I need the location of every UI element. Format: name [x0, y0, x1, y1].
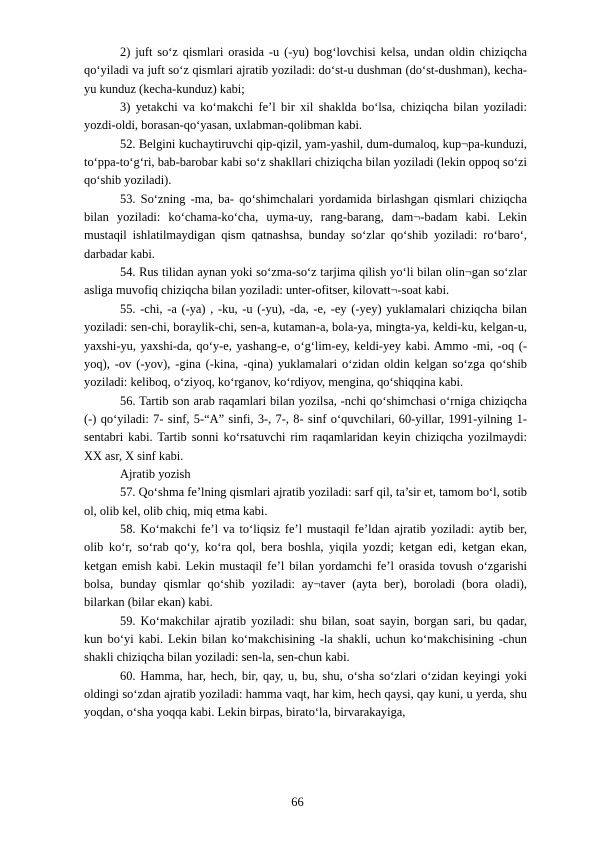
paragraph-55: 55. -chi, -a (-ya) , -ku, -u (-yu), -da, -e, -ey (-yey) yuklamalari chiziqcha bilan yoziladi: sen-chi, boraylik-chi, sen-a, kutaman-a, bola-ya, mingta-ya, keldi-ku, kelgan-u, yaxshi-yu, yaxshi-da, qo‘y-e, yashang-e, o‘g‘lim-ey, keldi-yey kabi. Ammo -mi, -oq (-yoq), -ov (-yov), -gina (-kina, -qina) yuklamalari o‘zidan oldin kelgan so‘zga qo‘shib yoziladi: keliboq, o‘ziyoq, ko‘rganov, ko‘rdiyov, mengina, qo‘shiqqina kabi. — [84, 301, 527, 390]
paragraph-juft-soz: 2) juft so‘z qismlari orasida -u (-yu) bog‘lovchisi kelsa, undan oldin chiziqcha qo‘yiladi va juft so‘z qismlari ajratib yoziladi: do‘st-u dushman (do‘st-dushman), kecha-yu kunduz (kecha-kunduz) kabi; — [84, 45, 527, 96]
paragraph-60: 60. Hamma, har, hech, bir, qay, u, bu, shu, o‘sha so‘zlari o‘zidan keyingi yoki oldingi so‘zdan ajratib yoziladi: hamma vaqt, har kim, hech qaysi, qay kuni, u yerda, shu yoqdan, o‘sha yoqqa kabi. Lekin birpas, birato‘la, birvarakayiga, — [84, 668, 527, 720]
section-heading-ajratib-yozish: Ajratib yozish — [120, 466, 191, 481]
paragraph-58: 58. Ko‘makchi fe’l va to‘liqsiz fe’l mustaqil fe’ldan ajratib yoziladi: aytib ber, olib ko‘r, so‘rab qo‘y, ko‘ra qol, bera boshla, yiqila yozdi; ketgan edi, ketgan ekan, ketgan emish kabi. Lekin mustaqil fe’l bilan yordamchi fe’l orasida tovush o‘zgarishi bolsa, bunday qismlar qo‘shib yoziladi: ay¬taver (ayta ber), boroladi (bora oladi), bilarkan (bilar ekan) kabi. — [84, 521, 527, 610]
page-number: 66 — [291, 795, 304, 809]
paragraph-54: 54. Rus tilidan aynan yoki so‘zma-so‘z tarjima qilish yo‘li bilan olin¬gan so‘zlar asliga muvofiq chiziqcha bilan yoziladi: unter-ofitser, kilovatt¬-soat kabi. — [84, 265, 527, 298]
paragraph-59: 59. Ko‘makchilar ajratib yoziladi: shu bilan, soat sayin, borgan sari, bu qadar, kun bo‘yi kabi. Lekin bilan ko‘makchisining -la shakli, uchun ko‘makchisining -chun shakli chiziqcha bilan yoziladi: sen-la, sen-chun kabi. — [84, 613, 527, 665]
paragraph-53: 53. So‘zning -ma, ba- qo‘shimchalari yordamida birlashgan qismlari chiziqcha bilan yoziladi: ko‘chama-ko‘cha, uyma-uy, rang-barang, dam¬-badam kabi. Lekin mustaqil ishlatilmaydigan qism qatnashsa, bunday so‘zlar qo‘shib yoziladi: ro‘baro‘, darbadar kabi. — [84, 191, 527, 261]
page-body — [84, 43, 527, 722]
paragraph-56: 56. Tartib son arab raqamlari bilan yozilsa, -nchi qo‘shimchasi o‘rniga chiziqcha (-) qo‘yiladi: 7- sinf, 5-“A” sinfi, 3-, 7-, 8- sinf o‘quvchilari, 60-yillar, 1991-yilning 1-sentabri kabi. Tartib sonni ko‘rsatuvchi rim raqamlaridan keyin chiziqcha yozilmaydi: XX asr, X sinf kabi. — [84, 393, 527, 463]
paragraph-57: 57. Qo‘shma fe’lning qismlari ajratib yoziladi: sarf qil, ta’sir et, tamom bo‘l, sotib ol, olib kel, olib chiq, miq etma kabi. — [84, 485, 527, 518]
paragraph-52: 52. Belgini kuchaytiruvchi qip-qizil, yam-yashil, dum-dumaloq, kup¬pa-kunduzi, to‘ppa-to‘g‘ri, bab-barobar kabi so‘z shakllari chiziqcha bilan yoziladi (lekin oppoq so‘zi qo‘shib yoziladi). — [84, 136, 527, 188]
paragraph-komakchi-fel: 3) yetakchi va ko‘makchi fe’l bir xil shaklda bo‘lsa, chiziqcha bilan yoziladi: yozdi-oldi, borasan-qo‘yasan, uxlabman-qolibman kabi. — [84, 100, 527, 133]
